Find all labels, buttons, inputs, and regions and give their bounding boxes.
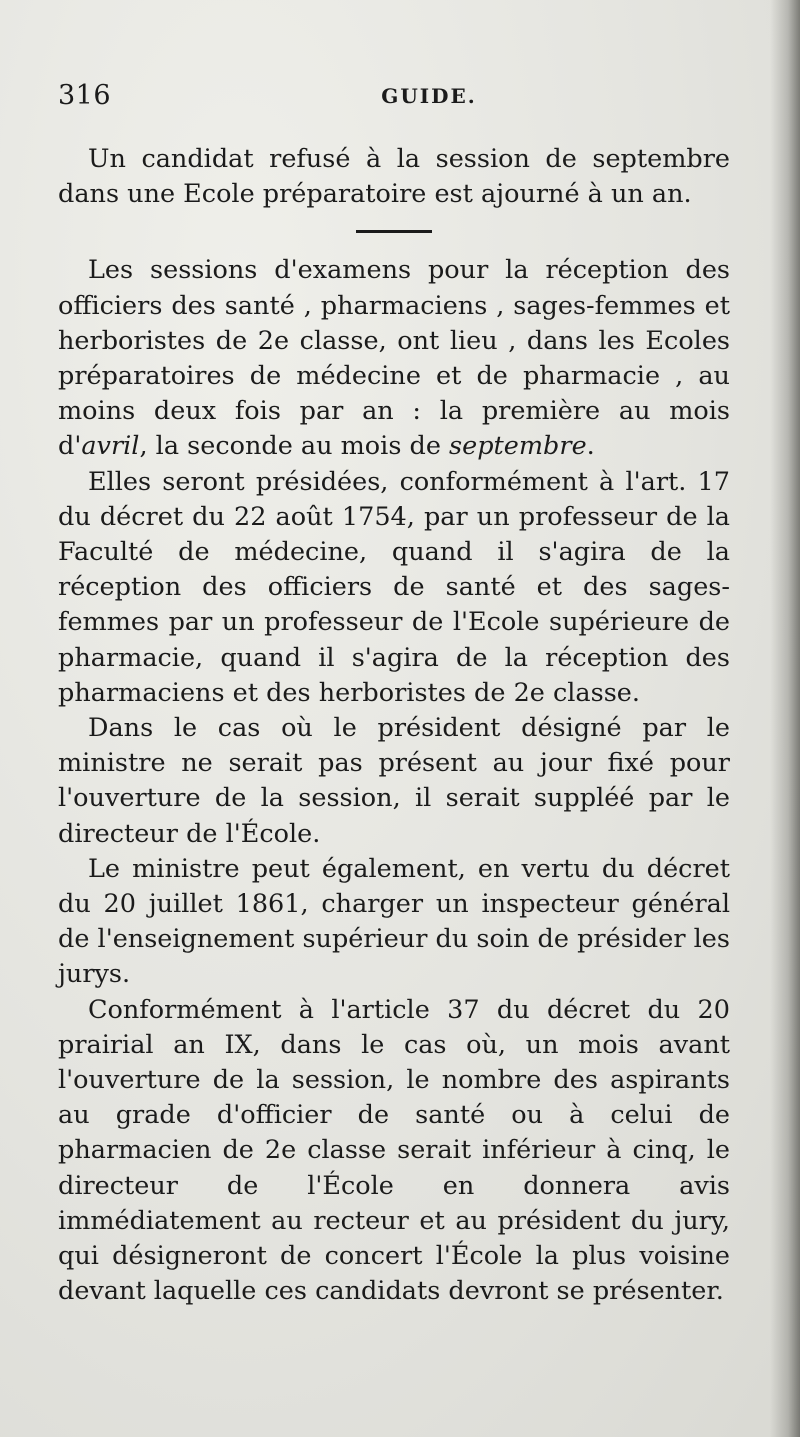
page-header <box>58 80 730 120</box>
section-divider <box>356 230 432 233</box>
paragraph: Un candidat refusé à la session de septembre dans une Ecole préparatoire est ajourné à un an. <box>58 144 730 210</box>
paragraph: Conformément à l'article 37 du décret du 20 prairial an IX, dans le cas où, un mois avant l'ouverture de la session, le nombre des aspirants au grade d'officier de santé ou à celui de pharmacien de 2e classe serait inférieur à cinq, le directeur de l'École en donnera avis immédiatement au recteur et au président du jury, qui désigneront de concert l'École la plus voisine devant laquelle ces candidats devront se présenter. <box>58 994 730 1307</box>
month-name: septembre <box>449 431 587 462</box>
page-number: 316 <box>58 80 112 111</box>
paragraph <box>58 253 730 464</box>
paragraph-text: Les sessions d'examens pour la réception des officiers des santé , pharmaciens , sages-femmes et herboristes de 2e classe, ont lieu , dans les Ecoles préparatoires de médecine et de pharmacie , au moins deux fois par an : la première au mois d' <box>58 255 730 462</box>
paragraph: Dans le cas où le président désigné par le ministre ne serait pas présent au jour fixé pour l'ouverture de la session, il serait suppléé par le directeur de l'École. <box>58 713 730 849</box>
paragraph: Le ministre peut également, en vertu du décret du 20 juillet 1861, charger un inspecteur général de l'enseignement supérieur du soin de présider les jurys. <box>58 853 730 990</box>
page-body <box>58 142 730 1310</box>
paragraph: Elles seront présidées, conformément à l'art. 17 du décret du 22 août 1754, par un professeur de la Faculté de médecine, quand il s'agira de la réception des officiers de santé et des sages-femmes par un professeur de l'Ecole supérieure de pharmacie, quand il s'agira de la réception des pharmaciens et des herboristes de 2e classe. <box>58 466 730 708</box>
running-head: GUIDE. <box>381 84 477 108</box>
paragraph-text: . <box>586 431 595 462</box>
paragraph-text: , la seconde au mois de <box>139 431 450 462</box>
month-name: avril <box>81 431 140 462</box>
page-gutter-shadow <box>770 0 800 1437</box>
